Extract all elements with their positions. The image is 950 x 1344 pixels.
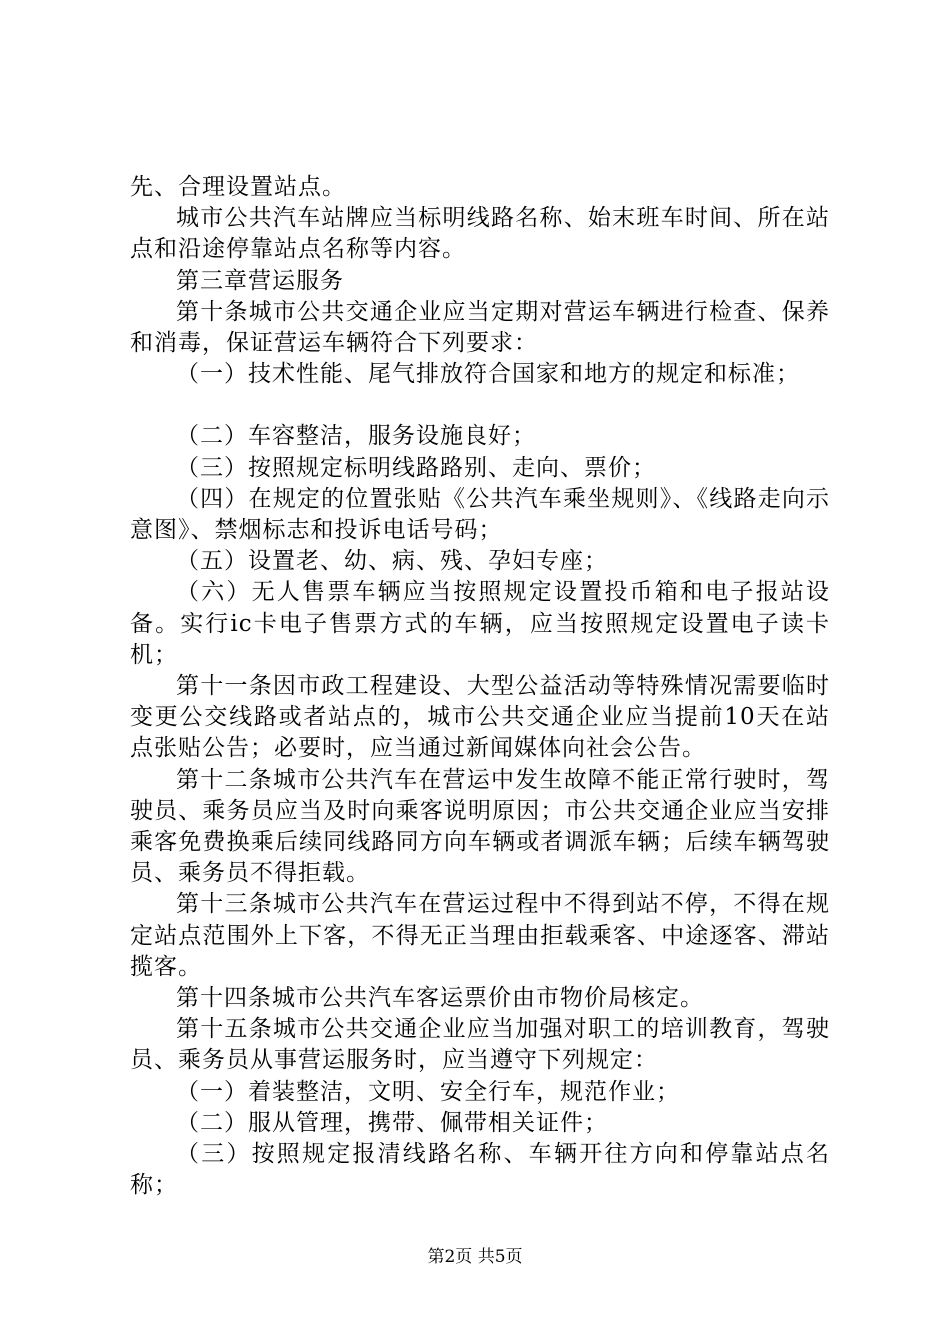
paragraph: 城市公共汽车站牌应当标明线路名称、始末班车时间、所在站点和沿途停靠站点名称等内容。 <box>130 205 830 263</box>
paragraph: （三）按照规定标明线路路别、走向、票价； <box>176 454 656 481</box>
paragraph: 第十二条城市公共汽车在营运中发生故障不能正常行驶时，驾驶员、乘务员应当及时向乘客说明原因；市公共交通企业应当安排乘客免费换乘后续同线路同方向车辆或者调派车辆；后续车辆驾驶员、乘务员不得拒载。 <box>130 766 830 887</box>
paragraph: 第三章营运服务 <box>176 267 344 294</box>
paragraph: （二）车容整洁，服务设施良好； <box>176 423 536 450</box>
paragraph: （一）技术性能、尾气排放符合国家和地方的规定和标准； <box>176 361 800 388</box>
paragraph: （四）在规定的位置张贴《公共汽车乘坐规则》、《线路走向示意图》、禁烟标志和投诉电话号码； <box>130 485 830 544</box>
paragraph: 第十三条城市公共汽车在营运过程中不得到站不停，不得在规定站点范围外上下客，不得无正当理由拒载乘客、中途逐客、滞站揽客。 <box>130 891 830 980</box>
paragraph: 第十一条因市政工程建设、大型公益活动等特殊情况需要临时变更公交线路或者站点的，城市公共交通企业应当提前10天在站点张贴公告；必要时，应当通过新闻媒体向社会公告。 <box>130 673 830 762</box>
paragraph: 先、合理设置站点。 <box>130 174 346 200</box>
paragraph: （六）无人售票车辆应当按照规定设置投币箱和电子报站设备。实行ic卡电子售票方式的车辆，应当按照规定设置电子读卡机； <box>130 579 830 668</box>
paragraph: （五）设置老、幼、病、残、孕妇专座； <box>176 548 608 575</box>
paragraph: 第十五条城市公共交通企业应当加强对职工的培训教育，驾驶员、乘务员从事营运服务时，应当遵守下列规定： <box>130 1016 830 1074</box>
paragraph: （三）按照规定报清线路名称、车辆开往方向和停靠站点名称； <box>130 1141 830 1199</box>
page-footer: 第2页 共5页 <box>427 1247 523 1267</box>
paragraph: （二）服从管理，携带、佩带相关证件； <box>176 1109 608 1136</box>
paragraph: 第十条城市公共交通企业应当定期对营运车辆进行检查、保养和消毒，保证营运车辆符合下列要求： <box>130 298 830 357</box>
document-body <box>130 172 830 1202</box>
paragraph: （一）着装整洁，文明、安全行车，规范作业； <box>176 1078 680 1105</box>
paragraph: 第十四条城市公共汽车客运票价由市物价局核定。 <box>176 985 704 1012</box>
